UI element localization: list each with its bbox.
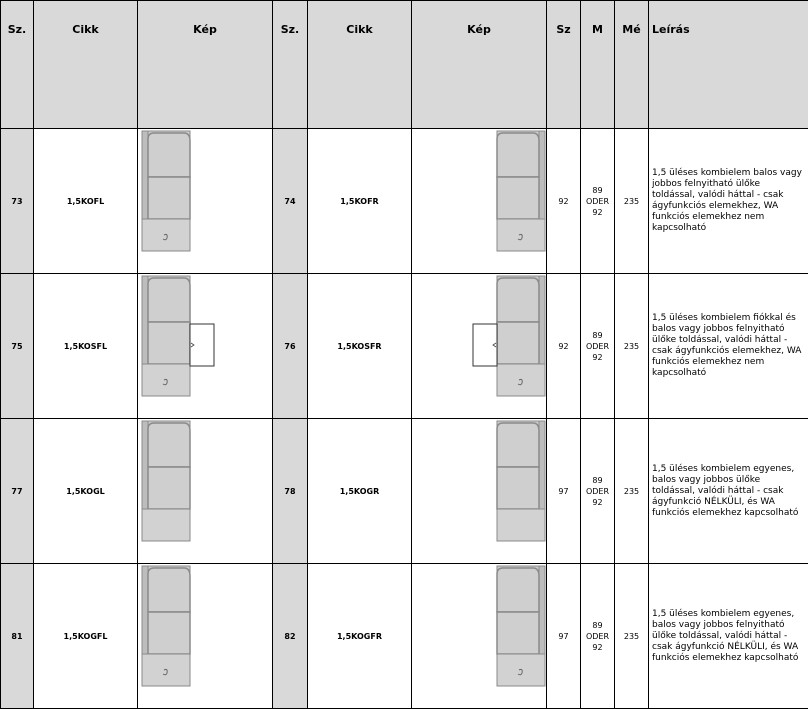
left-item-code: 1,5KOGL — [34, 419, 138, 564]
right-item-number: 78 — [273, 419, 308, 564]
right-item-number: 76 — [273, 274, 308, 419]
left-item-image — [138, 129, 273, 274]
header-me: Mé — [615, 1, 649, 129]
dimension-m-line1: 89 — [592, 331, 602, 340]
dimension-sz: 97 — [547, 419, 581, 564]
dimension-m — [581, 274, 615, 419]
left-item-number: 75 — [1, 274, 34, 419]
item-description: 1,5 üléses kombielem balos vagy jobbos felnyitható ülőke toldással, valódi háttal - csak ágyfunkciós elemekhez, WA funkciós elemekhez nem kapcsolható — [649, 129, 808, 274]
left-item-code: 1,5KOSFL — [34, 274, 138, 419]
item-description: 1,5 üléses kombielem egyenes, balos vagy jobbos ülőke toldással, valódi háttal - csak ágyfunkció NÉLKÜLI, és WA funkciós elemekhez kapcsolható — [649, 419, 808, 564]
right-item-number: 74 — [273, 129, 308, 274]
left-item-image — [138, 274, 273, 419]
left-item-image — [138, 564, 273, 709]
dimension-me: 235 — [615, 129, 649, 274]
dimension-m-line3: 92 — [592, 498, 602, 507]
right-item-code: 1,5KOGR — [308, 419, 412, 564]
table-row — [1, 564, 808, 709]
dimension-m — [581, 129, 615, 274]
dimension-m — [581, 419, 615, 564]
left-item-code: 1,5KOGFL — [34, 564, 138, 709]
header-cikk: Cikk — [34, 1, 138, 129]
header-sz-short: Sz — [547, 1, 581, 129]
dimension-m-line2: ODER — [586, 487, 609, 496]
header-cikk-2: Cikk — [308, 1, 412, 129]
table-row — [1, 274, 808, 419]
header-kep: Kép — [138, 1, 273, 129]
header-sz: Sz. — [1, 1, 34, 129]
right-item-image — [412, 419, 547, 564]
dimension-m-line2: ODER — [586, 197, 609, 206]
dimension-m — [581, 564, 615, 709]
dimension-m-line3: 92 — [592, 643, 602, 652]
left-item-number: 73 — [1, 129, 34, 274]
dimension-me: 235 — [615, 419, 649, 564]
right-item-image — [412, 564, 547, 709]
table-row — [1, 129, 808, 274]
dimension-m-line1: 89 — [592, 186, 602, 195]
left-item-number: 77 — [1, 419, 34, 564]
item-description: 1,5 üléses kombielem egyenes, balos vagy jobbos felnyitható ülőke toldással, valódi háttal - csak ágyfunkció NÉLKÜLI, és WA funkciós elemekhez kapcsolható — [649, 564, 808, 709]
right-item-code: 1,5KOFR — [308, 129, 412, 274]
left-item-image — [138, 419, 273, 564]
dimension-m-line1: 89 — [592, 621, 602, 630]
dimension-sz: 97 — [547, 564, 581, 709]
table-row — [1, 419, 808, 564]
right-item-number: 82 — [273, 564, 308, 709]
dimension-me: 235 — [615, 274, 649, 419]
header-sz-2: Sz. — [273, 1, 308, 129]
header-row — [1, 1, 808, 129]
header-kep-2: Kép — [412, 1, 547, 129]
dimension-sz: 92 — [547, 274, 581, 419]
table-body — [1, 129, 808, 709]
left-item-number: 81 — [1, 564, 34, 709]
dimension-m-line3: 92 — [592, 353, 602, 362]
dimension-m-line3: 92 — [592, 208, 602, 217]
header-m: M — [581, 1, 615, 129]
right-item-image — [412, 129, 547, 274]
dimension-m-line2: ODER — [586, 342, 609, 351]
dimension-m-line2: ODER — [586, 632, 609, 641]
header-leiras: Leírás — [649, 1, 808, 129]
left-item-code: 1,5KOFL — [34, 129, 138, 274]
right-item-image — [412, 274, 547, 419]
dimension-sz: 92 — [547, 129, 581, 274]
dimension-m-line1: 89 — [592, 476, 602, 485]
right-item-code: 1,5KOGFR — [308, 564, 412, 709]
item-description: 1,5 üléses kombielem fiókkal és balos vagy jobbos felnyitható ülőke toldással, valódi háttal - csak ágyfunkciós elemekhez, WA funkciós elemekhez nem kapcsolható — [649, 274, 808, 419]
right-item-code: 1,5KOSFR — [308, 274, 412, 419]
dimension-me: 235 — [615, 564, 649, 709]
